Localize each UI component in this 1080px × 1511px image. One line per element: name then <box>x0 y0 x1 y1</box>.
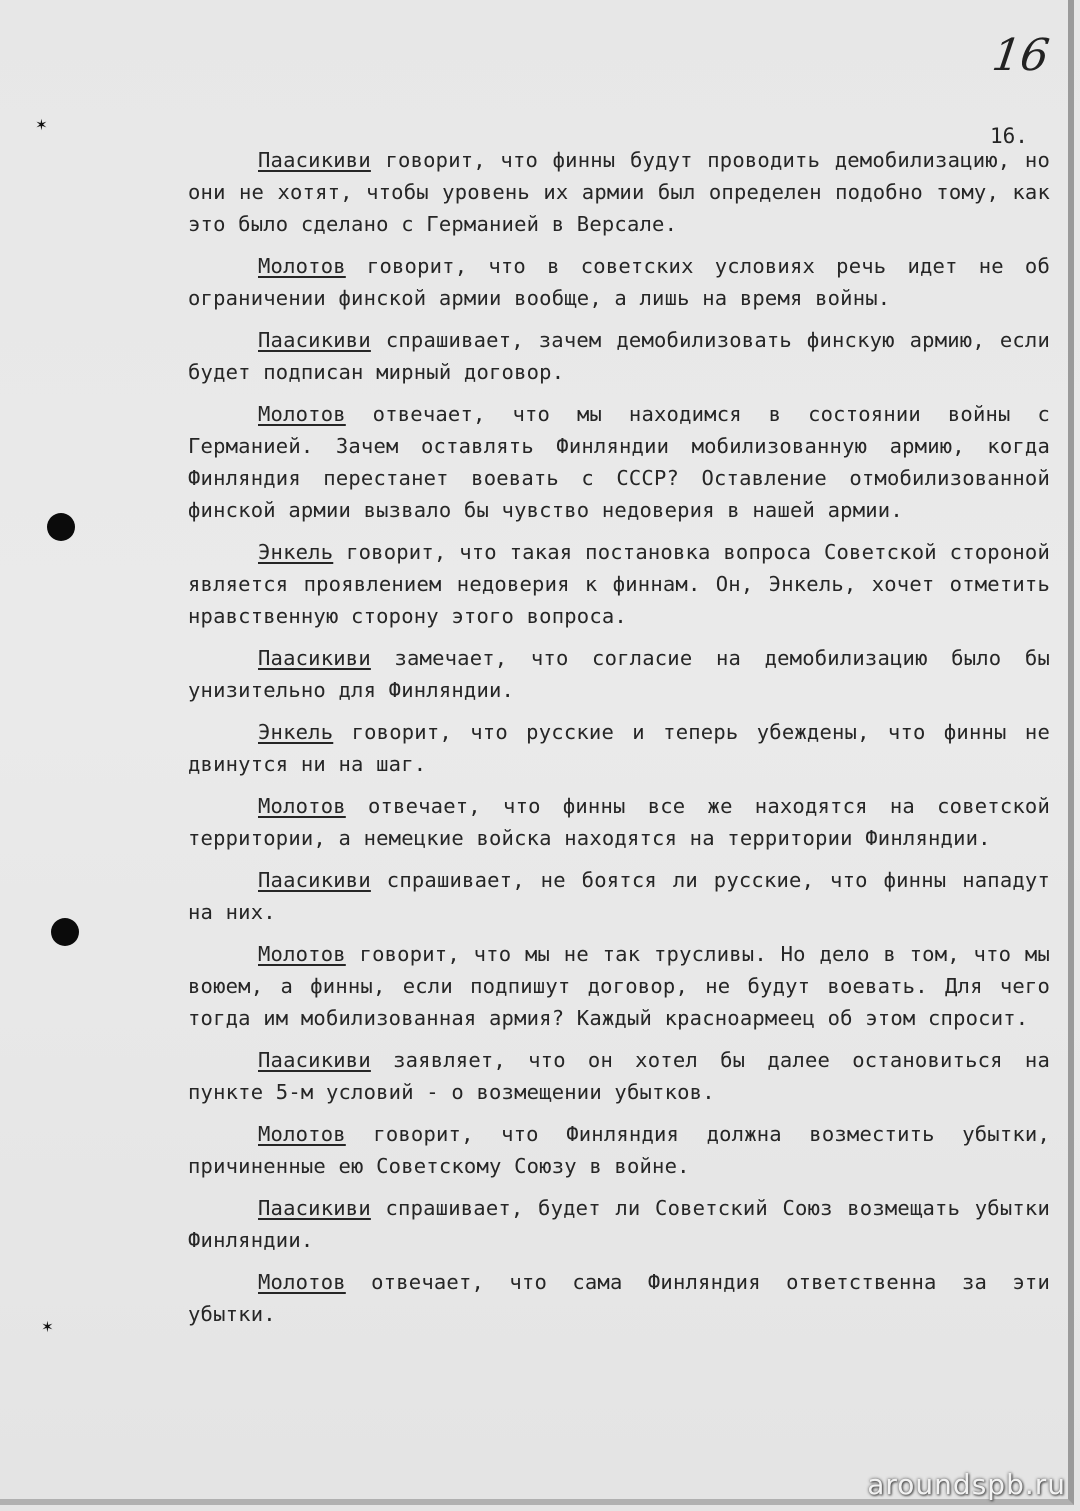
paragraph-indent <box>188 794 346 818</box>
paragraph-indent <box>188 646 371 670</box>
watermark: aroundspb.ru <box>867 1468 1066 1501</box>
paragraph-text: говорит, что такая постановка вопроса Советской стороной является проявлением недоверия к финнам. Он, Энкель, хочет отметить нравственную сторону этого вопроса. <box>188 540 1050 628</box>
paragraph-text: заявляет, что он хотел бы далее остановиться на пункте 5-м условий - о возмещении убытков. <box>188 1048 1050 1104</box>
dialogue-paragraph <box>188 1044 1050 1108</box>
paragraph-text: говорит, что мы не так трусливы. Но дело в том, что мы воюем, а финны, если подпишут договор, не будут воевать. Для чего тогда им мобилизованная армия? Каждый красноармеец об этом спросит. <box>188 942 1050 1030</box>
dialogue-paragraph <box>188 642 1050 706</box>
paragraph-indent <box>188 868 371 892</box>
punch-hole <box>51 918 79 946</box>
paragraph-text: говорит, что в советских условиях речь идет не об ограничении финской армии вообще, а лишь на время войны. <box>188 254 1050 310</box>
paragraph-indent <box>188 328 371 352</box>
speaker-name: Паасикиви <box>258 1048 371 1072</box>
paragraph-indent <box>188 148 371 172</box>
speaker-name: Паасикиви <box>258 148 371 172</box>
typed-page-number: 16. <box>990 124 1028 148</box>
dialogue-paragraph <box>188 144 1050 240</box>
dialogue-paragraph <box>188 938 1050 1034</box>
punch-hole <box>47 513 75 541</box>
speaker-name: Молотов <box>258 1270 346 1294</box>
paragraph-indent <box>188 402 346 426</box>
speaker-name: Молотов <box>258 794 346 818</box>
dialogue-paragraph <box>188 864 1050 928</box>
paragraph-indent <box>188 1196 371 1220</box>
dialogue-paragraph <box>188 1192 1050 1256</box>
paragraph-text: спрашивает, не боятся ли русские, что финны нападут на них. <box>188 868 1050 924</box>
dialogue-paragraph <box>188 324 1050 388</box>
speaker-name: Молотов <box>258 1122 346 1146</box>
paragraph-text: спрашивает, зачем демобилизовать финскую армию, если будет подписан мирный договор. <box>188 328 1050 384</box>
speaker-name: Молотов <box>258 942 346 966</box>
paragraph-text: замечает, что согласие на демобилизацию было бы унизительно для Финляндии. <box>188 646 1050 702</box>
speaker-name: Энкель <box>258 720 334 744</box>
paper-speck: ✶ <box>36 114 47 135</box>
paragraph-text: спрашивает, будет ли Советский Союз возмещать убытки Финляндии. <box>188 1196 1050 1252</box>
paragraph-text: говорит, что русские и теперь убеждены, что финны не двинутся ни на шаг. <box>188 720 1050 776</box>
paragraph-indent <box>188 720 333 744</box>
paragraph-indent <box>188 1048 371 1072</box>
document-body <box>188 144 1050 1340</box>
paragraph-indent <box>188 254 346 278</box>
speaker-name: Паасикиви <box>258 646 371 670</box>
paragraph-indent <box>188 942 346 966</box>
speaker-name: Молотов <box>258 402 346 426</box>
speaker-name: Паасикиви <box>258 868 371 892</box>
paragraph-indent <box>188 1122 346 1146</box>
paragraph-indent <box>188 1270 346 1294</box>
paper-speck: ✶ <box>42 1316 53 1337</box>
paragraph-text: отвечает, что мы находимся в состоянии войны с Германией. Зачем оставлять Финляндии мобилизованную армию, когда Финляндия перестанет воевать с СССР? Оставление отмобилизованной финской армии вызвало бы чувство недоверия в нашей армии. <box>188 402 1050 522</box>
dialogue-paragraph <box>188 398 1050 526</box>
speaker-name: Паасикиви <box>258 1196 371 1220</box>
handwritten-page-number: 16 <box>989 30 1053 81</box>
dialogue-paragraph <box>188 790 1050 854</box>
paragraph-text: говорит, что финны будут проводить демобилизацию, но они не хотят, чтобы уровень их армии был определен подобно тому, как это было сделано с Германией в Версале. <box>188 148 1050 236</box>
dialogue-paragraph <box>188 250 1050 314</box>
speaker-name: Молотов <box>258 254 346 278</box>
paragraph-indent <box>188 540 333 564</box>
paragraph-text: говорит, что Финляндия должна возместить убытки, причиненные ею Советскому Союзу в войне. <box>188 1122 1050 1178</box>
paragraph-text: отвечает, что сама Финляндия ответственна за эти убытки. <box>188 1270 1050 1326</box>
dialogue-paragraph <box>188 536 1050 632</box>
speaker-name: Паасикиви <box>258 328 371 352</box>
dialogue-paragraph <box>188 1118 1050 1182</box>
dialogue-paragraph <box>188 716 1050 780</box>
paragraph-text: отвечает, что финны все же находятся на советской территории, а немецкие войска находятся на территории Финляндии. <box>188 794 1050 850</box>
speaker-name: Энкель <box>258 540 334 564</box>
dialogue-paragraph <box>188 1266 1050 1330</box>
